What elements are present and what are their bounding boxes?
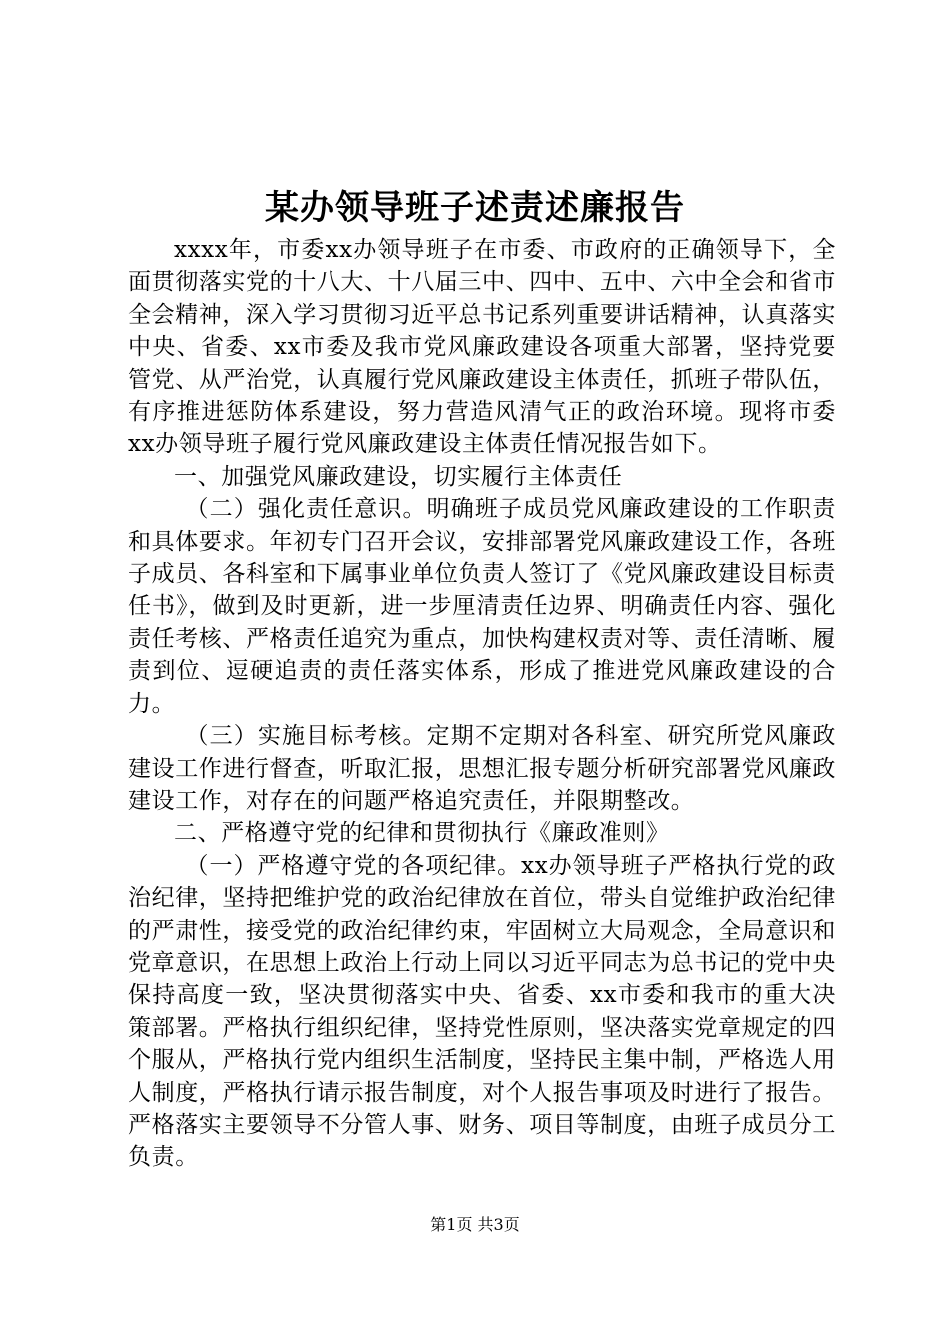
section-heading-2: 二、严格遵守党的纪律和贯彻执行《廉政准则》 <box>174 820 670 847</box>
document-title: 某办领导班子述责述廉报告 <box>265 188 685 228</box>
document-body <box>128 234 836 1174</box>
subsection-paragraph-1: （一）严格遵守党的各项纪律。xx办领导班子严格执行党的政治纪律，坚持把维护党的政治纪律放在首位，带头自觉维护政治纪律的严肃性，接受党的政治纪律约束，牢固树立大局观念，全局意识和党章意识，在思想上政治上行动上同以习近平同志为总书记的党中央保持高度一致，坚决贯彻落实中央、省委、xx市委和我市的重大决策部署。严格执行组织纪律，坚持党性原则，坚决落实党章规定的四个服从，严格执行党内组织生活制度，坚持民主集中制，严格选人用人制度，严格执行请示报告制度，对个人报告事项及时进行了报告。严格落实主要领导不分管人事、财务、项目等制度，由班子成员分工负责。 <box>128 852 836 1171</box>
section-heading-1: 一、加强党风廉政建设，切实履行主体责任 <box>174 463 623 490</box>
subsection-paragraph-3: （三）实施目标考核。定期不定期对各科室、研究所党风廉政建设工作进行督查，听取汇报，思想汇报专题分析研究部署党风廉政建设工作，对存在的问题严格追究责任，并限期整改。 <box>128 723 836 814</box>
page-number-footer: 第1页 共3页 <box>430 1215 520 1234</box>
subsection-paragraph-2: （二）强化责任意识。明确班子成员党风廉政建设的工作职责和具体要求。年初专门召开会议，安排部署党风廉政建设工作，各班子成员、各科室和下属事业单位负责人签订了《党风廉政建设目标责任书》，做到及时更新，进一步厘清责任边界、明确责任内容、强化责任考核、严格责任追究为重点，加快构建权责对等、责任清晰、履责到位、逗硬追责的责任落实体系，形成了推进党风廉政建设的合力。 <box>128 496 836 717</box>
intro-paragraph: xxxx年，市委xx办领导班子在市委、市政府的正确领导下，全面贯彻落实党的十八大、十八届三中、四中、五中、六中全会和省市全会精神，深入学习贯彻习近平总书记系列重要讲话精神，认真落实中央、省委、xx市委及我市党风廉政建设各项重大部署，坚持党要管党、从严治党，认真履行党风廉政建设主体责任，抓班子带队伍，有序推进惩防体系建设，努力营造风清气正的政治环境。现将市委xx办领导班子履行党风廉政建设主体责任情况报告如下。 <box>128 237 836 458</box>
